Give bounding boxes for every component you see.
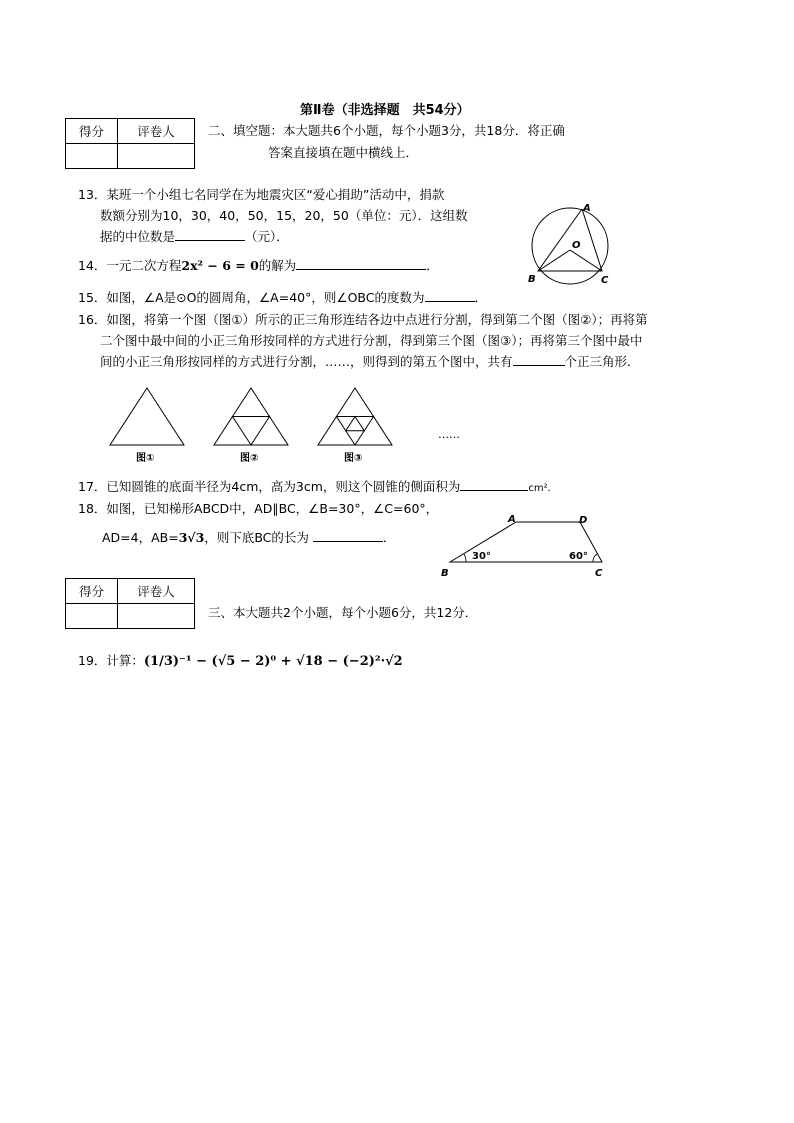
q15 [78,288,487,306]
q18-answer-blank[interactable] [313,529,383,542]
q15-end: ． [474,290,488,305]
q14-end: ． [426,258,439,273]
grader-label: 评卷人 [118,119,195,144]
section-2-heading-line2: 答案直接填在题中横线上． [268,145,419,160]
angle-b-arc [464,554,466,562]
grader-cell[interactable] [118,144,195,169]
q17-text: 17．已知圆锥的底面半径为4cm，高为3cm，则这个圆锥的侧面积为 [78,479,461,494]
q16-end: 个正三角形． [564,354,640,369]
score-label: 得分 [66,119,118,144]
fig-ellipsis: …… [438,428,460,441]
q17-answer-blank[interactable] [460,478,528,491]
q14-prefix: 14．一元二次方程 [78,258,182,273]
q16-answer-blank[interactable] [513,353,565,366]
q19-expression: (1/3)⁻¹ − (√5 − 2)⁰ + √18 − (−2)²·√2 [143,654,403,669]
page-title: 第Ⅱ卷（非选择题 共54分） [300,103,470,118]
label-c: C [595,568,603,579]
q13-line1: 13．某班一个小组七名同学在为地震灾区“爱心捐助”活动中，捐款 [78,187,445,202]
label-a: A [508,514,516,525]
q14-equation: 2x² − 6 = 0 [181,258,259,273]
fig3-caption: 图③ [344,453,363,464]
q18-math: 3√3 [178,530,205,545]
q18-text-b: ，则下底BC的长为 [204,530,309,545]
q14 [78,256,439,274]
label-a: A [583,203,591,214]
q13-answer-blank[interactable] [175,228,245,241]
q19-prefix: 19．计算： [78,653,144,668]
fig1-caption: 图① [136,453,155,464]
q16-text: 间的小正三角形按同样的方式进行分割，……，则得到的第五个图中，共有 [100,354,513,369]
score-table [65,118,195,169]
fig2-caption: 图② [240,453,259,464]
q14-answer-blank[interactable] [296,257,426,270]
circle-figure [522,198,622,290]
angle-b-label: 30° [472,551,491,562]
q13-line2: 数额分别为10，30，40，50，15，20，50（单位：元）．这组数 [100,208,468,223]
q19 [78,651,403,669]
q16-line2: 二个图中最中间的小正三角形按同样的方式进行分割，得到第三个图（图③）；再将第三个图中最中 [100,333,643,348]
section-2-heading: 二、填空题：本大题共6个小题，每个小题3分，共18分．将正确 [208,123,565,138]
q18-text-a: AD=4，AB= [102,530,179,545]
angle-c-label: 60° [569,551,588,562]
q13-line3 [100,227,289,245]
label-c: C [601,275,609,286]
label-d: D [579,515,588,526]
q15-text: 15．如图，∠A是⊙O的圆周角，∠A=40°，则∠OBC的度数为 [78,290,425,305]
q17-unit: cm²． [528,483,558,494]
score-cell[interactable] [66,604,118,629]
label-b: B [528,274,536,285]
grader-label: 评卷人 [118,579,195,604]
q16-line1: 16．如图，将第一个图（图①）所示的正三角形连结各边中点进行分割，得到第二个图（图②）；再将第 [78,312,648,327]
trapezoid-figure [436,510,616,582]
score-label: 得分 [66,579,118,604]
triangle-figures [100,380,490,466]
q13-unit: （元）． [245,229,289,244]
q16-line3 [100,352,640,370]
fig1-triangle [110,388,184,445]
triangle-abc [538,209,602,271]
segment-oc [570,250,602,271]
label-b: B [441,568,449,579]
fig3-inner-triangle [346,417,365,431]
q13-text: 据的中位数是 [100,229,176,244]
q14-suffix: 的解为 [258,258,297,273]
q18-end: ． [382,530,396,545]
q18-line2 [102,528,395,546]
q18-line1: 18．如图，已知梯形ABCD中，AD∥BC，∠B=30°，∠C=60°， [78,501,439,516]
score-cell[interactable] [66,144,118,169]
segment-ob [538,250,570,271]
q15-answer-blank[interactable] [425,289,475,302]
grader-cell[interactable] [118,604,195,629]
circle-o [532,208,608,284]
label-o: O [572,240,581,251]
fig2-mid-triangle [233,417,270,446]
section-3-heading: 三、本大题共2个小题，每个小题6分，共12分． [208,605,478,620]
score-table-2 [65,578,195,629]
q17 [78,477,558,495]
angle-c-arc [593,554,597,562]
